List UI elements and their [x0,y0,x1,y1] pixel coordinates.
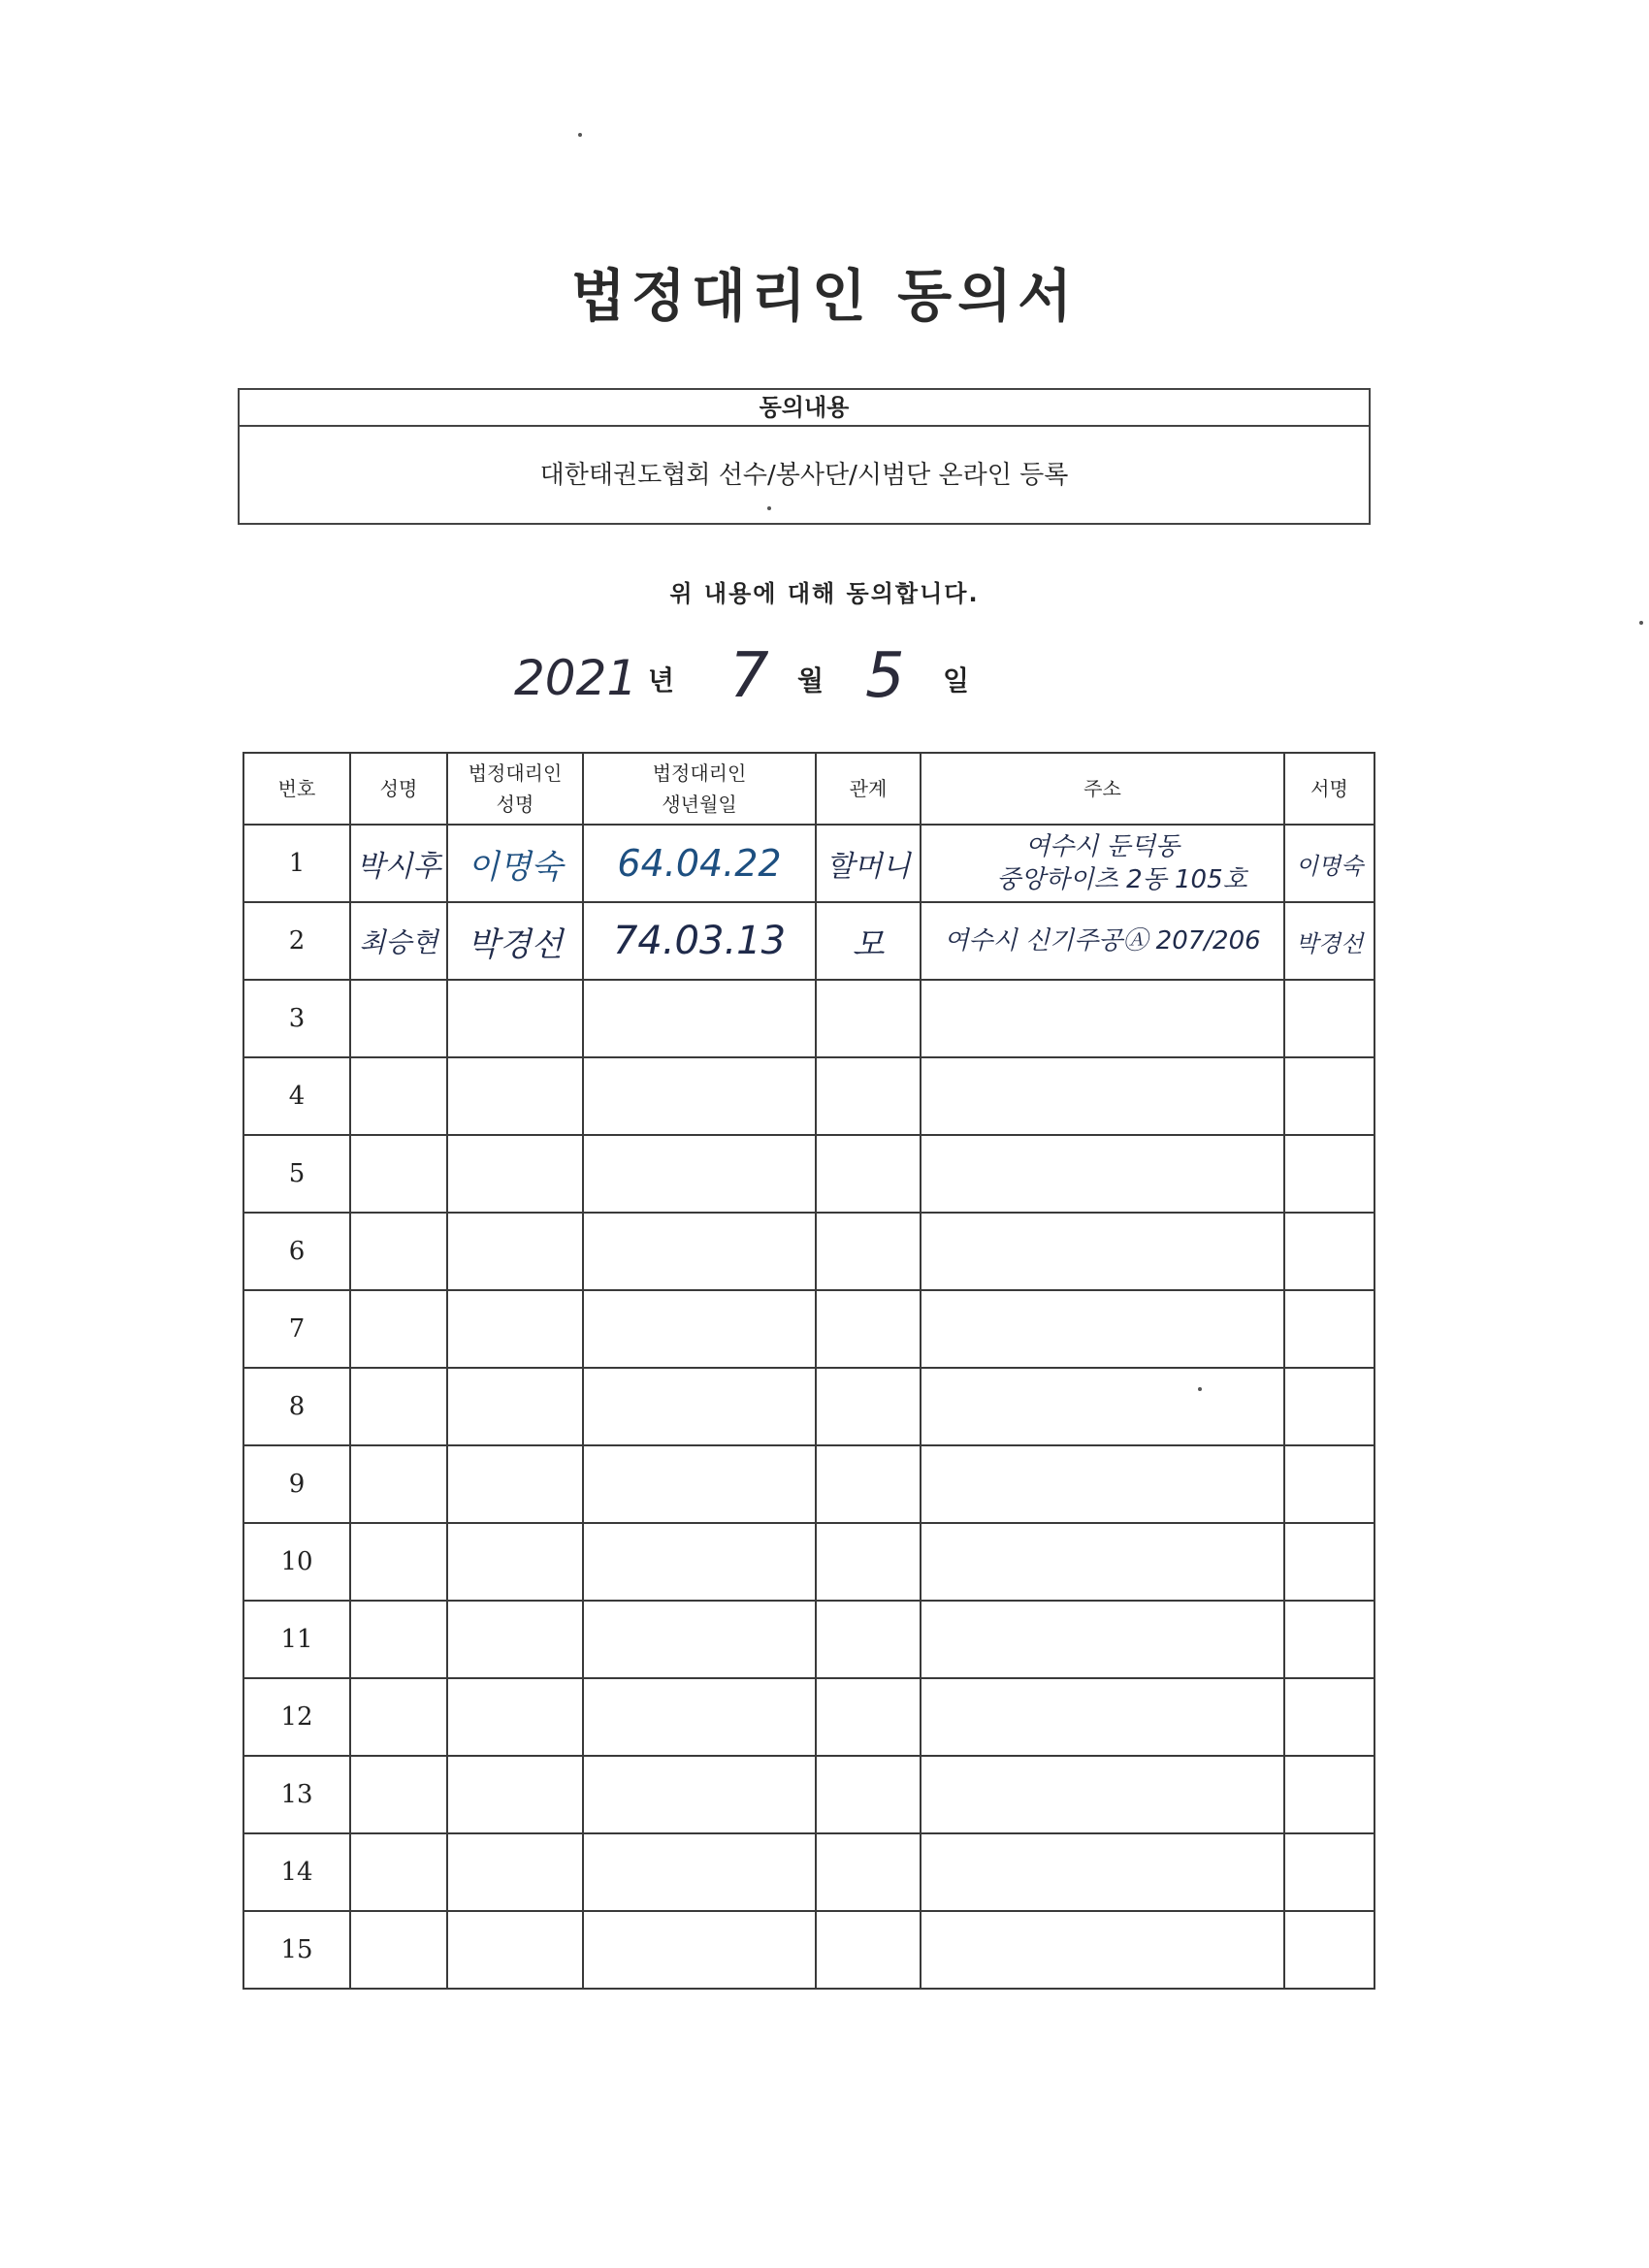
row-address [921,1678,1284,1756]
header-guardian-birth [583,753,816,825]
agree-statement: 위 내용에 대해 동의합니다. [669,580,980,607]
row-birth [583,1756,816,1833]
row-address [921,1445,1284,1523]
row-relation [816,1445,921,1523]
row-address [921,1290,1284,1368]
row-name [350,1756,447,1833]
row-relation: 모 [816,902,921,980]
row-name [350,1833,447,1911]
row-birth: 74.03.13 [583,902,816,980]
row-birth: 64.04.22 [583,825,816,902]
row-no: 2 [243,902,350,980]
consent-table [242,752,1375,1990]
date-day: 5 [865,640,905,712]
header-name: 성명 [350,753,447,825]
row-signature [1284,1523,1374,1601]
row-guardian [447,1911,583,1989]
table-row [243,1057,1374,1135]
row-guardian [447,1368,583,1445]
date-month: 7 [729,640,769,712]
row-signature [1284,1678,1374,1756]
header-guardian-name-line1: 법정대리인 [468,761,563,785]
row-signature [1284,1290,1374,1368]
consent-header: 동의내용 [240,390,1369,427]
row-name: 최승현 [350,902,447,980]
table-row [243,1290,1374,1368]
row-relation [816,1135,921,1213]
header-guardian-birth-line2: 생년월일 [662,793,737,816]
date-year-label: 년 [648,664,675,697]
row-birth [583,1213,816,1290]
table-row [243,1601,1374,1678]
row-guardian [447,1833,583,1911]
row-birth [583,1678,816,1756]
row-no: 11 [243,1601,350,1678]
header-guardian-birth-line1: 법정대리인 [652,761,747,785]
row-name [350,1290,447,1368]
table-row [243,1445,1374,1523]
row-relation [816,980,921,1057]
row-relation [816,1678,921,1756]
row-guardian [447,1290,583,1368]
row-name [350,1135,447,1213]
row-birth [583,1523,816,1601]
page-title: 법정대리인 동의서 [570,263,1079,329]
row-birth [583,1290,816,1368]
row-address [921,825,1284,902]
row-no: 10 [243,1523,350,1601]
row-address [921,1057,1284,1135]
date-day-label: 일 [943,664,970,697]
row-relation [816,1601,921,1678]
table-row [243,1833,1374,1911]
table-row [243,1678,1374,1756]
row-relation [816,1368,921,1445]
row-guardian [447,1523,583,1601]
row-address [921,1213,1284,1290]
row-signature [1284,1135,1374,1213]
row-relation: 할머니 [816,825,921,902]
row-address [921,1911,1284,1989]
row-relation [816,1213,921,1290]
table-row [243,1213,1374,1290]
row-name [350,1213,447,1290]
row-guardian [447,1057,583,1135]
row-signature: 이명숙 [1284,825,1374,902]
row-name [350,1445,447,1523]
row-no: 1 [243,825,350,902]
row-guardian [447,1445,583,1523]
row-address-line1: 여수시 신기주공Ⓐ 207/206 [944,926,1261,956]
row-name [350,1368,447,1445]
row-address [921,1135,1284,1213]
row-birth [583,1057,816,1135]
row-signature [1284,1833,1374,1911]
row-relation [816,1290,921,1368]
scan-speck [767,506,771,510]
row-signature [1284,1445,1374,1523]
row-no: 13 [243,1756,350,1833]
row-birth [583,1911,816,1989]
row-no: 5 [243,1135,350,1213]
table-row [243,1911,1374,1989]
table-row [243,980,1374,1057]
row-birth [583,1833,816,1911]
row-no: 14 [243,1833,350,1911]
row-no: 4 [243,1057,350,1135]
row-signature [1284,980,1374,1057]
date-row [0,640,1649,718]
table-row [243,1135,1374,1213]
row-no: 9 [243,1445,350,1523]
row-relation [816,1523,921,1601]
row-guardian [447,1135,583,1213]
row-name [350,980,447,1057]
row-no: 15 [243,1911,350,1989]
row-no: 8 [243,1368,350,1445]
row-relation [816,1057,921,1135]
row-birth [583,980,816,1057]
row-signature [1284,1057,1374,1135]
header-address: 주소 [921,753,1284,825]
row-signature [1284,1368,1374,1445]
date-year: 2021 [514,650,638,706]
row-birth [583,1135,816,1213]
table-row [243,1756,1374,1833]
table-row [243,902,1374,980]
row-guardian [447,1678,583,1756]
row-birth [583,1368,816,1445]
row-no: 12 [243,1678,350,1756]
row-signature [1284,1911,1374,1989]
header-relation: 관계 [816,753,921,825]
row-birth [583,1601,816,1678]
row-address-line1: 여수시 둔덕동 [1025,832,1180,861]
table-header-row [243,753,1374,825]
row-relation [816,1833,921,1911]
row-name [350,1057,447,1135]
header-guardian-name [447,753,583,825]
consent-body: 대한태권도협회 선수/봉사단/시범단 온라인 등록 [539,461,1069,490]
consent-box [238,388,1371,525]
row-address [921,1368,1284,1445]
row-relation [816,1756,921,1833]
row-signature: 박경선 [1284,902,1374,980]
row-guardian [447,1213,583,1290]
row-no: 6 [243,1213,350,1290]
table-row [243,1523,1374,1601]
row-guardian [447,1601,583,1678]
row-name [350,1678,447,1756]
row-address [921,1756,1284,1833]
row-guardian: 박경선 [447,902,583,980]
row-signature [1284,1601,1374,1678]
header-signature: 서명 [1284,753,1374,825]
row-guardian [447,980,583,1057]
row-relation [816,1911,921,1989]
row-guardian: 이명숙 [447,825,583,902]
table-row [243,1368,1374,1445]
row-guardian [447,1756,583,1833]
scan-speck [1198,1387,1202,1391]
row-birth [583,1445,816,1523]
row-address [921,1833,1284,1911]
row-name: 박시후 [350,825,447,902]
row-no: 7 [243,1290,350,1368]
row-address [921,1523,1284,1601]
row-address-line2: 중앙하이츠 2동 105호 [996,865,1247,894]
scan-speck [1639,621,1643,625]
row-name [350,1911,447,1989]
row-signature [1284,1756,1374,1833]
row-name [350,1601,447,1678]
date-month-label: 월 [797,664,824,697]
row-address [921,980,1284,1057]
row-no: 3 [243,980,350,1057]
row-address [921,1601,1284,1678]
row-address [921,902,1284,980]
scan-speck [578,133,582,137]
table-row [243,825,1374,902]
row-name [350,1523,447,1601]
header-no: 번호 [243,753,350,825]
row-signature [1284,1213,1374,1290]
header-guardian-name-line2: 성명 [496,793,534,816]
